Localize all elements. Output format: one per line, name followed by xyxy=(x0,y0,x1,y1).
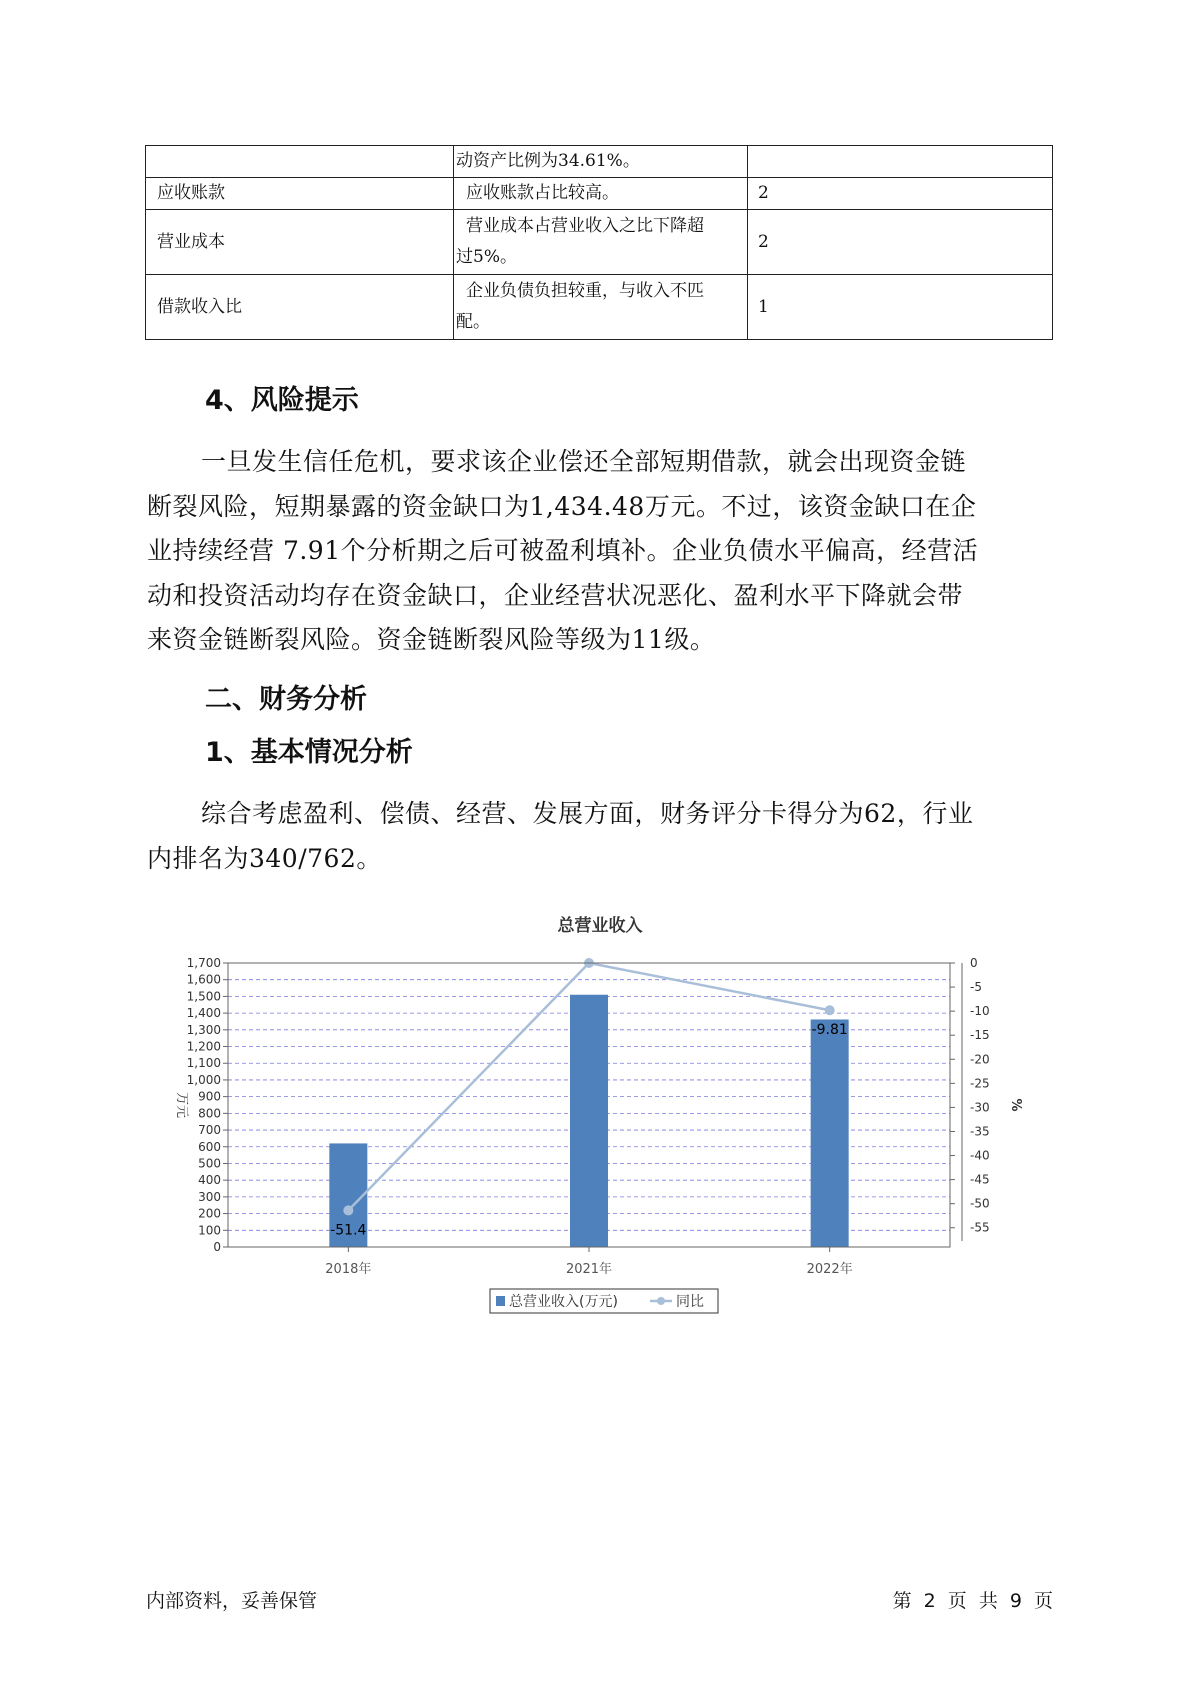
y-tick-label: 600 xyxy=(198,1139,221,1154)
y-right-tick-label: -30 xyxy=(970,1100,990,1115)
table-row xyxy=(146,210,1053,275)
y-tick-label: 500 xyxy=(198,1156,221,1171)
table-cell-score xyxy=(748,146,1053,178)
table-cell-item xyxy=(146,146,454,178)
footer-page-number: 第 2 页 共 9 页 xyxy=(892,1590,1053,1612)
desc-line: 动资产比例为34.61%。 xyxy=(456,151,640,171)
desc-line: 过5%。 xyxy=(456,247,517,267)
table-cell-score: 2 xyxy=(748,178,1053,210)
y-tick-label: 1,300 xyxy=(186,1022,221,1037)
legend-bar-label: 总营业收入(万元) xyxy=(509,1294,618,1310)
table-cell-item: 应收账款 xyxy=(146,178,454,210)
y-right-axis-label: % xyxy=(1008,1098,1023,1112)
yoy-point xyxy=(343,1205,353,1215)
y-tick-label: 1,700 xyxy=(186,956,221,970)
table-row xyxy=(146,178,1053,210)
paragraph-line: 内排名为340/762。 xyxy=(147,843,382,873)
desc-line: 配。 xyxy=(456,312,490,332)
y-tick-label: 1,500 xyxy=(186,989,221,1004)
basic-heading: 1、基本情况分析 xyxy=(205,737,413,768)
y-right-tick-label: -45 xyxy=(970,1172,990,1187)
y-tick-label: 1,000 xyxy=(186,1072,221,1087)
table-cell-desc xyxy=(454,210,748,275)
table-cell-item: 营业成本 xyxy=(146,210,454,275)
paragraph-line: 来资金链断裂风险。资金链断裂风险等级为11级。 xyxy=(147,625,716,654)
revenue-chart xyxy=(160,905,1040,1365)
footer-confidential: 内部资料，妥善保管 xyxy=(146,1590,318,1612)
y-axis-label: 万元 xyxy=(174,1091,189,1119)
table-cell-score: 1 xyxy=(748,275,1053,340)
y-tick-label: 1,600 xyxy=(186,972,221,987)
finance-heading: 二、财务分析 xyxy=(205,684,367,715)
y-tick-label: 1,100 xyxy=(186,1056,221,1071)
basic-paragraph xyxy=(147,792,1059,881)
table-row xyxy=(146,146,1053,178)
y-right-tick-label: 0 xyxy=(970,956,978,970)
table-cell-desc xyxy=(454,178,748,210)
legend-line-label: 同比 xyxy=(676,1294,704,1310)
paragraph-line: 断裂风险，短期暴露的资金缺口为1,434.48万元。不过，该资金缺口在企 xyxy=(147,491,977,521)
desc-line: 营业成本占营业收入之比下降超 xyxy=(466,216,704,236)
y-right-tick-label: -40 xyxy=(970,1148,990,1163)
revenue-bar xyxy=(570,995,608,1247)
y-tick-label: 700 xyxy=(198,1123,221,1138)
y-right-tick-label: -35 xyxy=(970,1124,990,1139)
y-right-tick-label: -15 xyxy=(970,1028,990,1043)
x-tick-label: 2018年 xyxy=(325,1262,372,1277)
y-tick-label: 100 xyxy=(198,1223,221,1238)
paragraph-line: 一旦发生信任危机，要求该企业偿还全部短期借款，就会出现资金链 xyxy=(201,447,967,476)
y-right-tick-label: -50 xyxy=(970,1196,990,1211)
paragraph-line: 动和投资活动均存在资金缺口，企业经营状况恶化、盈利水平下降就会带 xyxy=(147,580,964,610)
risk-table xyxy=(145,145,1053,340)
y-tick-label: 1,400 xyxy=(186,1006,221,1021)
table-cell-desc xyxy=(454,275,748,340)
y-tick-label: 800 xyxy=(198,1106,221,1121)
risk-heading: 4、风险提示 xyxy=(205,385,359,416)
y-tick-label: 200 xyxy=(198,1206,221,1221)
y-tick-label: 1,200 xyxy=(186,1039,221,1054)
desc-line: 应收账款占比较高。 xyxy=(466,183,619,203)
yoy-point xyxy=(825,1005,835,1015)
risk-paragraph xyxy=(147,440,1059,663)
y-right-tick-label: -10 xyxy=(970,1004,990,1019)
y-right-tick-label: -20 xyxy=(970,1052,990,1067)
legend-bar-swatch xyxy=(496,1296,505,1306)
x-tick-label: 2021年 xyxy=(565,1262,613,1277)
chart-svg xyxy=(160,905,1040,1365)
y-tick-label: 300 xyxy=(198,1189,221,1204)
table-row xyxy=(146,275,1053,340)
chart-title: 总营业收入 xyxy=(557,916,643,936)
desc-line: 企业负债负担较重，与收入不匹 xyxy=(466,281,704,301)
chart-legend xyxy=(490,1289,718,1313)
revenue-bar xyxy=(811,1019,849,1247)
y-right-tick-label: -5 xyxy=(970,980,982,995)
y-tick-label: 0 xyxy=(213,1240,221,1254)
paragraph-line: 业持续经营 7.91个分析期之后可被盈利填补。企业负债水平偏高，经营活 xyxy=(147,536,979,565)
table-cell-desc xyxy=(454,146,748,178)
y-right-tick-label: -55 xyxy=(970,1220,990,1235)
table-cell-item: 借款收入比 xyxy=(146,275,454,340)
bar-series xyxy=(329,995,848,1247)
y-tick-label: 400 xyxy=(198,1173,221,1188)
yoy-data-label: -51.4 xyxy=(330,1222,367,1239)
paragraph-line: 综合考虑盈利、偿债、经营、发展方面，财务评分卡得分为62，行业 xyxy=(201,799,974,828)
x-tick-label: 2022年 xyxy=(806,1262,853,1277)
table-cell-score: 2 xyxy=(748,210,1053,275)
y-right-tick-label: -25 xyxy=(970,1076,990,1091)
y-tick-label: 900 xyxy=(198,1089,221,1104)
legend-line-marker xyxy=(657,1297,665,1305)
yoy-data-label: -9.81 xyxy=(811,1022,848,1039)
